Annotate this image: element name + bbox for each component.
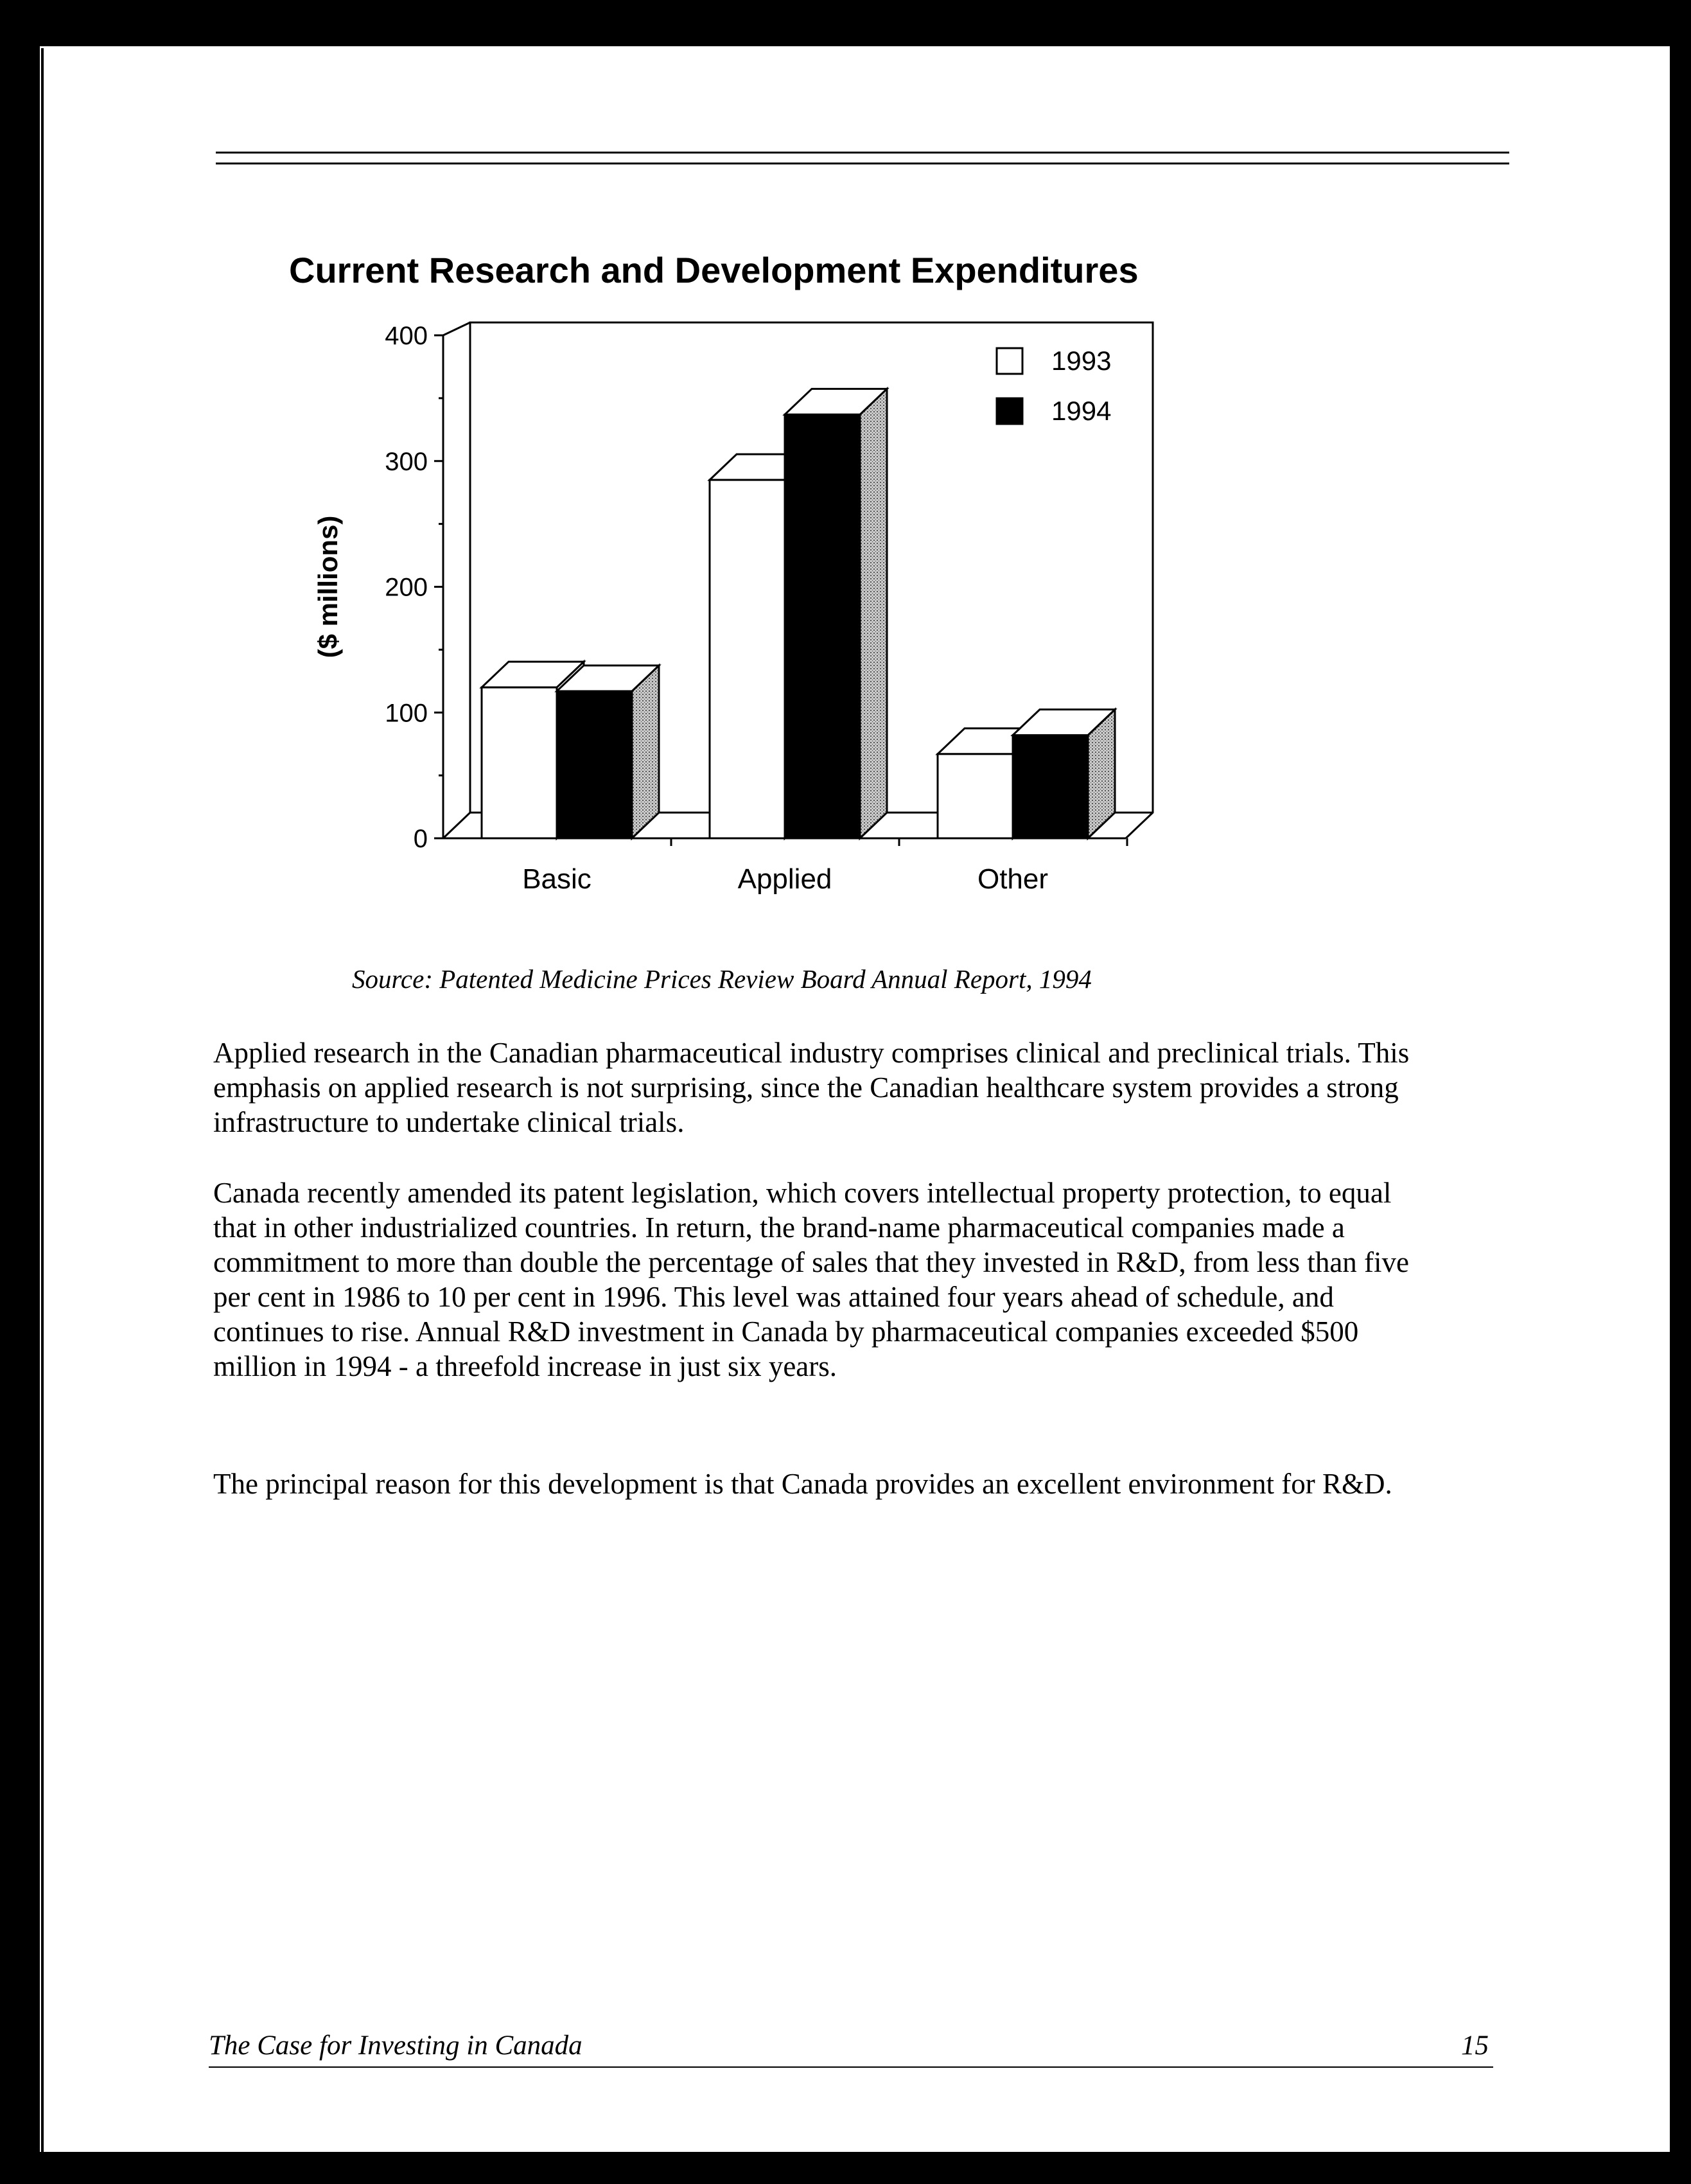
body-paragraph-1: [213, 1035, 1433, 1140]
x-category-label: Applied: [737, 863, 832, 895]
y-tick-label: 100: [385, 699, 428, 728]
legend-label: 1994: [1051, 396, 1112, 426]
y-tick-label: 300: [385, 447, 428, 476]
bar-front: [482, 687, 557, 838]
y-tick-label: 400: [385, 322, 428, 350]
bar-front: [710, 480, 785, 838]
bar-front: [785, 414, 860, 838]
body-paragraph-3: [213, 1466, 1433, 1501]
chart-wall-edge: [443, 322, 470, 335]
page-number: 15: [1461, 2030, 1489, 2061]
paragraph-text: Canada recently amended its patent legislation, which covers intellectual property protection, to equal that in other industrialized countries. In return, the brand-name pharmaceutical companies made a commitment to more than double the percentage of sales that they invested in R&D, from less than five per cent in 1986 to 10 per cent in 1996. This level was attained four years ahead of schedule, and continues to rise. Annual R&D investment in Canada by pharmaceutical companies exceeded $500 million in 1994 - a threefold increase in just six years.: [213, 1177, 1410, 1382]
y-axis-label: ($ millions): [313, 515, 343, 658]
legend-swatch-1993: [997, 348, 1022, 374]
paragraph-text: The principal reason for this development is that Canada provides an excellent environment for R&D.: [213, 1468, 1392, 1500]
bar-other-1994: [1013, 709, 1115, 838]
header-rule: [216, 152, 1509, 154]
source-citation: Source: Patented Medicine Prices Review Board Annual Report, 1994: [352, 964, 1092, 994]
y-tick-label: 200: [385, 573, 428, 602]
bar-side: [860, 389, 887, 838]
bar-applied-1994: [785, 389, 887, 838]
binding-edge-mark: [41, 48, 44, 2155]
legend-label: 1993: [1051, 346, 1112, 376]
footer-title: The Case for Investing in Canada: [209, 2030, 583, 2061]
bar-chart: [283, 292, 1207, 909]
bar-front: [1013, 735, 1088, 838]
bar-side: [632, 665, 659, 838]
header-rule-secondary: [216, 163, 1509, 164]
y-tick-label: 0: [413, 825, 428, 853]
x-category-label: Basic: [522, 863, 591, 895]
paragraph-text: Applied research in the Canadian pharmaceutical industry comprises clinical and preclinical trials. This emphasis on applied research is not surprising, since the Canadian healthcare system provides a strong infrastructure to undertake clinical trials.: [213, 1037, 1410, 1138]
bar-basic-1994: [557, 665, 659, 838]
body-paragraph-2: [213, 1176, 1433, 1384]
footer-rule: [209, 2066, 1493, 2068]
x-category-label: Other: [977, 863, 1049, 895]
bar-front: [938, 754, 1013, 838]
bar-front: [557, 691, 632, 838]
legend-swatch-1994: [997, 398, 1022, 424]
chart-title: Current Research and Development Expenditures: [289, 250, 1139, 290]
